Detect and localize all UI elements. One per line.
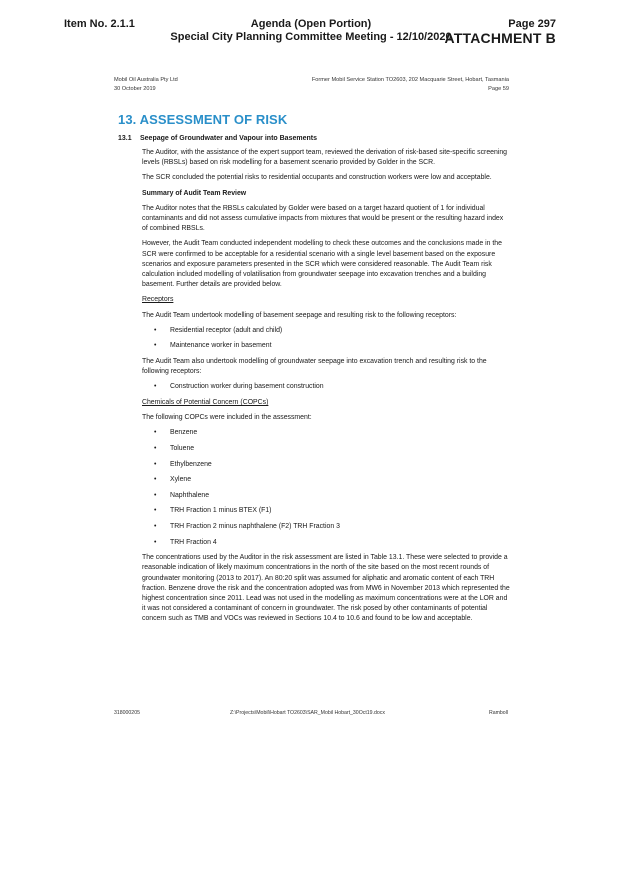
report-header-left [114,76,178,94]
list-item-text: Naphthalene [170,491,210,499]
section-title: 13. ASSESSMENT OF RISK [118,112,288,127]
copc-heading: Chemicals of Potential Concern (COPCs) [142,399,269,407]
paragraph: The SCR concluded the potential risks to residential occupants and construction workers were low and acceptable. [142,174,492,182]
list-item [142,522,510,532]
paragraph: The following COPCs were included in the assessment: [142,414,312,422]
list-item [142,475,510,485]
footer-reference: 318000205 [114,710,140,716]
receptor-list [142,326,510,352]
paragraph: The Auditor notes that the RBSLs calculated by Golder were based on a target hazard quotient of 1 for individual contaminants and did not assess cumulative impacts from mixtures that would be present or the resulting hazard index of combined RBSLs. [142,204,504,233]
list-item-text: TRH Fraction 1 minus BTEX (F1) [170,507,272,515]
report-date: 30 October 2019 [114,86,156,92]
list-item-text: Toluene [170,445,195,453]
agenda-title-line1: Agenda (Open Portion) [250,18,372,30]
list-item [142,460,510,470]
bullet-icon: • [154,523,157,530]
footer-brand: Ramboll [488,710,508,716]
footer-file-path: Z:\Projects\Mobil\Hobart TO2603\SAR_Mobil Hobart_30Oct19.docx [230,710,385,716]
subsection-body [142,148,510,625]
paragraph: The Auditor, with the assistance of the expert support team, reviewed the derivation of risk-based site-specific screening levels (RBSLs) based on risk modelling for a basement scenario provided by Golder in the SCR. [142,149,508,167]
agenda-page-number: Page 297 [508,18,556,30]
bullet-icon: • [154,507,157,515]
report-company: Mobil Oil Australia Pty Ltd [114,77,178,83]
agenda-title [150,18,472,44]
list-item-text: Maintenance worker in basement [170,342,272,350]
list-item-text: Benzene [170,429,198,437]
paragraph: The Audit Team undertook modelling of basement seepage and resulting risk to the following receptors: [142,311,457,319]
report-body [118,112,510,630]
report-page: Page 59 [488,86,509,92]
receptor-list-2 [142,382,510,392]
list-item-text: TRH Fraction 4 [170,538,217,546]
paragraph: The Audit Team also undertook modelling of groundwater seepage into excavation trench and resulting risk to the following receptors: [142,358,487,376]
subsection-title: Seepage of Groundwater and Vapour into Basements [140,135,317,142]
list-item [142,506,510,516]
agenda-title-line2: Special City Planning Committee Meeting - 12/10/2020 [170,31,452,43]
bullet-icon: • [154,491,157,499]
report-site: Former Mobil Service Station TO2603, 202 Macquarie Street, Hobart, Tasmania [311,77,509,83]
list-item [142,382,510,392]
subsection-heading [118,135,510,142]
list-item-text: Residential receptor (adult and child) [170,326,283,334]
bullet-icon: • [154,383,157,391]
summary-heading: Summary of Audit Team Review [142,189,247,197]
list-item [142,491,510,501]
agenda-item-number: Item No. 2.1.1 [64,18,135,30]
list-item-text: Construction worker during basement construction [170,383,324,391]
bullet-icon: • [154,342,157,350]
bullet-icon: • [154,429,157,437]
bullet-icon: • [154,460,157,468]
list-item [142,444,510,454]
bullet-icon: • [154,326,157,334]
subsection-number: 13.1 [118,135,132,142]
list-item-text: Ethylbenzene [170,460,212,468]
bullet-icon: • [154,538,157,546]
bullet-icon: • [154,476,157,484]
attachment-label: ATTACHMENT B [444,30,556,46]
list-item-text: TRH Fraction 2 minus naphthalene (F2) TRH Fraction 3 [170,523,340,530]
bullet-icon: • [154,445,157,453]
list-item [142,326,510,336]
list-item [142,428,510,438]
list-item [142,341,510,351]
paragraph: However, the Audit Team conducted independent modelling to check these outcomes and the conclusions made in the SCR were confirmed to be acceptable for a residential scenario with a single level basement based on the exposure scenarios and exposure parameters presented in the SCR which were considered reasonable. The Audit Team risk calculation included modelling of volatilisation from groundwater seepage into excavation trenches and a building basement. Further details are provided below. [142,240,502,289]
paragraph: The concentrations used by the Auditor in the risk assessment are listed in Table 13.1. These were selected to provide a reasonable indication of likely maximum concentrations in the north of the site based on the most recent rounds of groundwater monitoring (2013 to 2017). An 80:20 split was assumed for aliphatic and aromatic content of each TRH fraction. Benzene drove the risk and the concentration adopted was from MW6 in November 2013 which represented the highest concentration since 2011. Lead was not used in the modelling as maximum concentrations were at the LOR and it was not considered a contaminant of concern in groundwater. The risk posed by other contaminants of potential concern such as TMB and VOCs was reviewed in Sections 10.4 to 10.6 and found to be low and acceptable. [142,554,510,623]
copc-list [142,428,510,547]
report-header-right [312,76,509,94]
list-item [142,538,510,548]
list-item-text: Xylene [170,476,192,484]
receptors-heading: Receptors [142,296,174,304]
